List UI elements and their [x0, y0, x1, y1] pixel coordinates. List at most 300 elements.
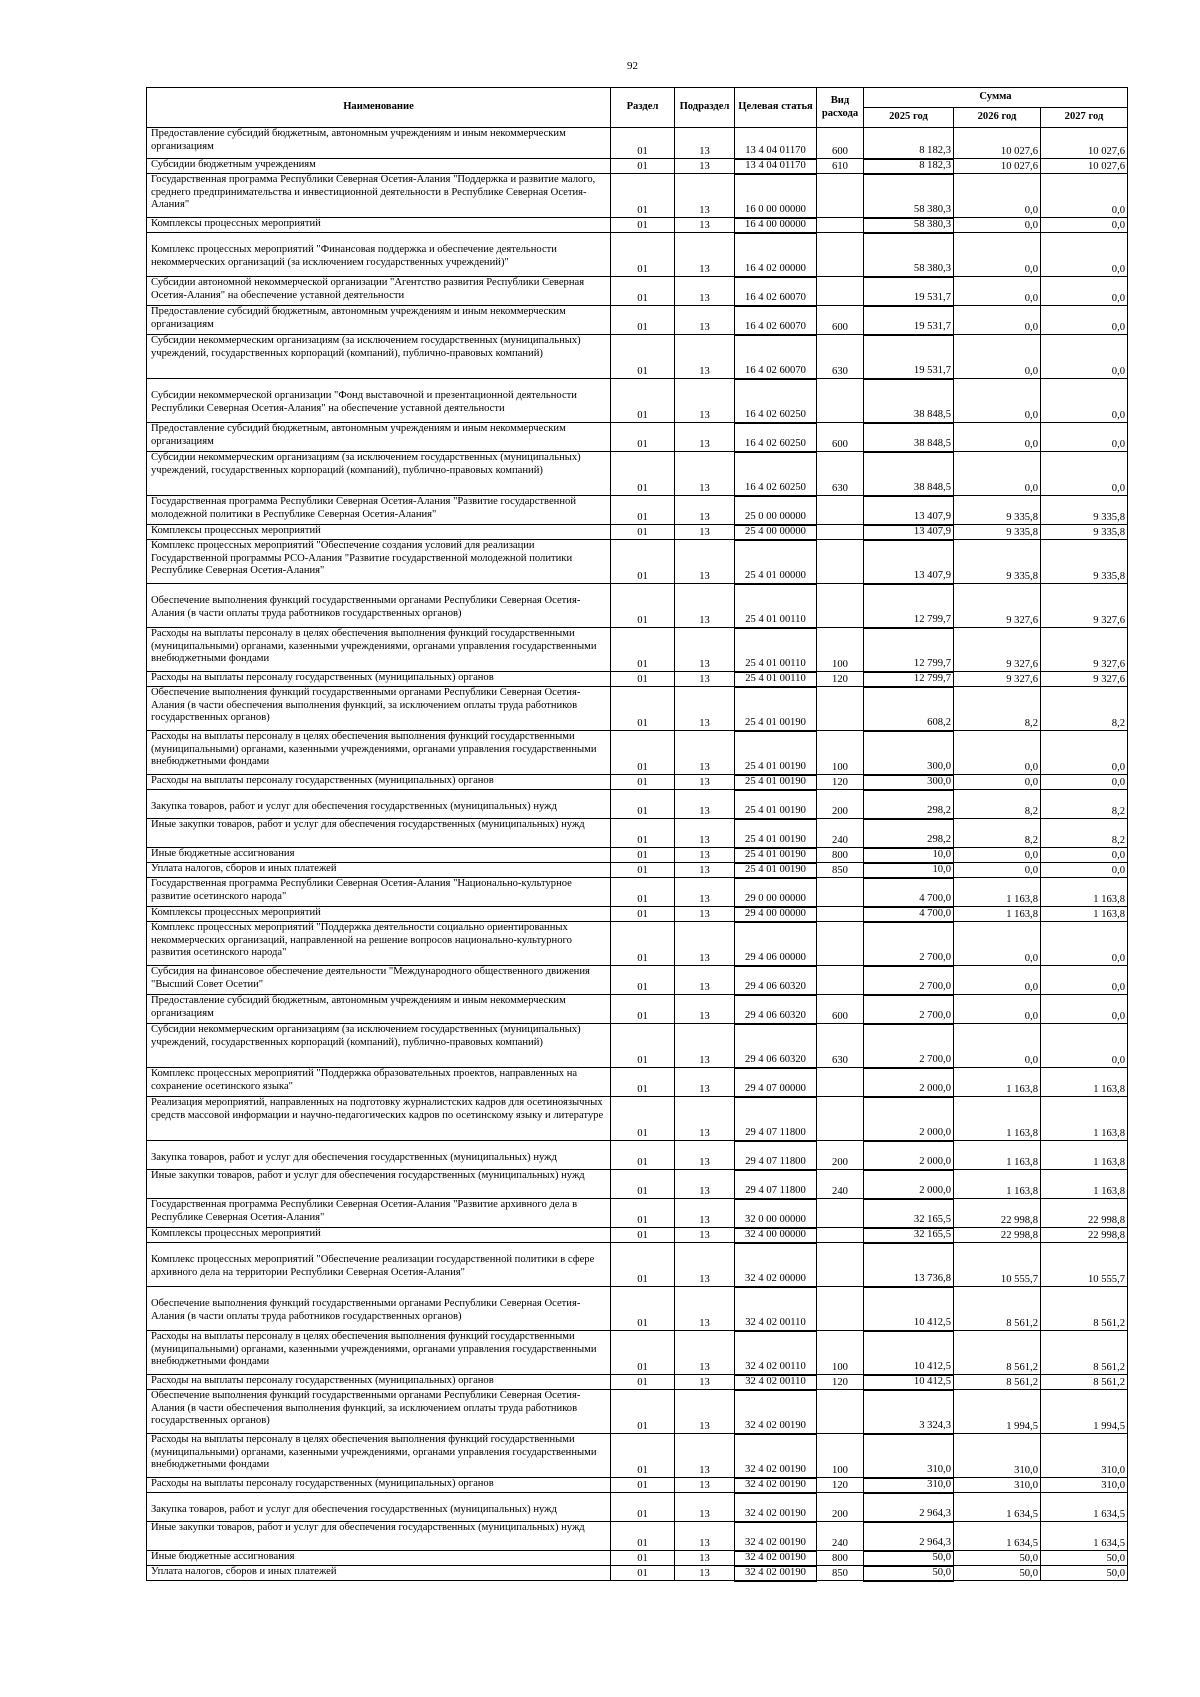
cell-target: 32 4 02 00190	[735, 1478, 817, 1493]
cell-sum-2025: 3 324,3	[864, 1390, 954, 1434]
cell-type: 800	[817, 848, 864, 863]
cell-subsection: 13	[675, 848, 735, 863]
cell-type	[817, 1390, 864, 1434]
cell-sum-2027: 0,0	[1041, 863, 1128, 878]
cell-target: 16 4 02 60070	[735, 306, 817, 335]
table-row	[147, 775, 1128, 790]
cell-sum-2026: 9 327,6	[954, 628, 1041, 672]
cell-type	[817, 277, 864, 306]
cell-name: Расходы на выплаты персоналу в целях обеспечения выполнения функций государственными (муниципальными) органами, казенными учреждениями, органами управления государственными внебюджетными фондами	[147, 628, 611, 672]
cell-type: 630	[817, 335, 864, 379]
cell-sum-2025: 2 000,0	[864, 1097, 954, 1141]
cell-subsection: 13	[675, 731, 735, 775]
header-year-2026: 2026 год	[954, 108, 1041, 128]
table-row	[147, 1522, 1128, 1551]
cell-sum-2025: 298,2	[864, 819, 954, 848]
cell-sum-2027: 8,2	[1041, 790, 1128, 819]
header-type: Вид расхода	[817, 88, 864, 128]
table-row	[147, 907, 1128, 922]
cell-name: Комплекс процессных мероприятий "Обеспечение создания условий для реализации Государственной программы РСО-Алания "Развитие государственной молодежной политики Республике Северная Осетия-Алания"	[147, 540, 611, 584]
cell-name: Государственная программа Республики Северная Осетия-Алания "Развитие архивного дела в Республике Северная Осетия-Алания"	[147, 1199, 611, 1228]
cell-name: Иные бюджетные ассигнования	[147, 1551, 611, 1566]
cell-name: Комплексы процессных мероприятий	[147, 525, 611, 540]
cell-target: 32 4 02 00190	[735, 1434, 817, 1478]
cell-name: Субсидия на финансовое обеспечение деятельности "Международного общественного движения "Высший Совет Осетии"	[147, 966, 611, 995]
cell-section: 01	[611, 1228, 675, 1243]
cell-type	[817, 525, 864, 540]
cell-subsection: 13	[675, 907, 735, 922]
cell-name: Обеспечение выполнения функций государственными органами Республики Северная Осетия-Алания (в части оплаты труда работников государственных органов)	[147, 584, 611, 628]
cell-sum-2025: 13 407,9	[864, 540, 954, 584]
cell-sum-2025: 19 531,7	[864, 306, 954, 335]
table-row	[147, 731, 1128, 775]
cell-sum-2026: 8 561,2	[954, 1287, 1041, 1331]
cell-type: 240	[817, 1170, 864, 1199]
cell-section: 01	[611, 1434, 675, 1478]
cell-sum-2025: 38 848,5	[864, 452, 954, 496]
cell-sum-2027: 50,0	[1041, 1566, 1128, 1581]
cell-section: 01	[611, 128, 675, 159]
cell-name: Расходы на выплаты персоналу государственных (муниципальных) органов	[147, 775, 611, 790]
table-row	[147, 790, 1128, 819]
table-row	[147, 922, 1128, 966]
cell-sum-2025: 2 700,0	[864, 966, 954, 995]
cell-target: 29 0 00 00000	[735, 878, 817, 907]
cell-sum-2026: 0,0	[954, 218, 1041, 233]
cell-sum-2025: 2 000,0	[864, 1068, 954, 1097]
cell-section: 01	[611, 233, 675, 277]
cell-name: Субсидии некоммерческим организациям (за исключением государственных (муниципальных) учреждений, государственных корпораций (компаний), публично-правовых компаний)	[147, 335, 611, 379]
cell-sum-2025: 310,0	[864, 1478, 954, 1493]
cell-target: 16 4 00 00000	[735, 218, 817, 233]
cell-sum-2026: 0,0	[954, 1024, 1041, 1068]
cell-target: 25 4 01 00190	[735, 775, 817, 790]
cell-type	[817, 1068, 864, 1097]
table-row	[147, 379, 1128, 423]
table-row	[147, 496, 1128, 525]
cell-subsection: 13	[675, 1522, 735, 1551]
header-target: Целевая статья	[735, 88, 817, 128]
cell-name: Комплексы процессных мероприятий	[147, 218, 611, 233]
header-year-2025: 2025 год	[864, 108, 954, 128]
cell-section: 01	[611, 306, 675, 335]
cell-type: 100	[817, 1331, 864, 1375]
cell-sum-2026: 50,0	[954, 1566, 1041, 1581]
cell-sum-2027: 0,0	[1041, 966, 1128, 995]
cell-sum-2026: 1 163,8	[954, 1097, 1041, 1141]
cell-target: 29 4 06 00000	[735, 922, 817, 966]
cell-name: Закупка товаров, работ и услуг для обеспечения государственных (муниципальных) нужд	[147, 1141, 611, 1170]
cell-name: Государственная программа Республики Северная Осетия-Алания "Национально-культурное развитие осетинского народа"	[147, 878, 611, 907]
cell-target: 16 4 02 60070	[735, 277, 817, 306]
cell-target: 29 4 07 00000	[735, 1068, 817, 1097]
cell-sum-2026: 9 335,8	[954, 525, 1041, 540]
cell-subsection: 13	[675, 496, 735, 525]
cell-target: 16 0 00 00000	[735, 174, 817, 218]
cell-section: 01	[611, 1170, 675, 1199]
table-row	[147, 1566, 1128, 1581]
cell-type	[817, 907, 864, 922]
cell-section: 01	[611, 496, 675, 525]
cell-subsection: 13	[675, 233, 735, 277]
cell-sum-2027: 0,0	[1041, 1024, 1128, 1068]
cell-subsection: 13	[675, 1287, 735, 1331]
cell-sum-2027: 9 335,8	[1041, 525, 1128, 540]
cell-sum-2025: 10 412,5	[864, 1375, 954, 1390]
cell-section: 01	[611, 277, 675, 306]
table-row	[147, 1331, 1128, 1375]
cell-target: 16 4 02 60250	[735, 452, 817, 496]
cell-section: 01	[611, 863, 675, 878]
table-row	[147, 540, 1128, 584]
table-row	[147, 966, 1128, 995]
cell-sum-2027: 8 561,2	[1041, 1287, 1128, 1331]
cell-target: 32 0 00 00000	[735, 1199, 817, 1228]
cell-sum-2027: 9 327,6	[1041, 628, 1128, 672]
cell-sum-2025: 10 412,5	[864, 1331, 954, 1375]
cell-type: 850	[817, 863, 864, 878]
cell-sum-2026: 9 335,8	[954, 496, 1041, 525]
cell-section: 01	[611, 922, 675, 966]
cell-name: Комплекс процессных мероприятий "Финансовая поддержка и обеспечение деятельности некоммерческих организаций (за исключением государственных учреждений)"	[147, 233, 611, 277]
cell-section: 01	[611, 790, 675, 819]
cell-type: 100	[817, 1434, 864, 1478]
cell-section: 01	[611, 1390, 675, 1434]
cell-target: 16 4 02 60070	[735, 335, 817, 379]
cell-target: 25 4 01 00110	[735, 672, 817, 687]
cell-name: Субсидии автономной некоммерческой организации "Агентство развития Республики Северная Осетия-Алания" на обеспечение уставной деятельности	[147, 277, 611, 306]
cell-sum-2026: 0,0	[954, 731, 1041, 775]
cell-sum-2026: 0,0	[954, 277, 1041, 306]
table-row	[147, 218, 1128, 233]
cell-sum-2027: 22 998,8	[1041, 1228, 1128, 1243]
header-sum: Сумма	[864, 88, 1128, 108]
cell-section: 01	[611, 878, 675, 907]
cell-section: 01	[611, 628, 675, 672]
cell-sum-2026: 1 994,5	[954, 1390, 1041, 1434]
cell-subsection: 13	[675, 1493, 735, 1522]
cell-target: 29 4 07 11800	[735, 1170, 817, 1199]
cell-subsection: 13	[675, 1199, 735, 1228]
cell-subsection: 13	[675, 1390, 735, 1434]
cell-subsection: 13	[675, 1331, 735, 1375]
cell-sum-2025: 19 531,7	[864, 335, 954, 379]
cell-name: Комплексы процессных мероприятий	[147, 1228, 611, 1243]
budget-table	[146, 87, 1128, 1582]
cell-subsection: 13	[675, 628, 735, 672]
cell-target: 25 4 01 00110	[735, 584, 817, 628]
cell-section: 01	[611, 1478, 675, 1493]
cell-section: 01	[611, 159, 675, 174]
cell-subsection: 13	[675, 277, 735, 306]
cell-sum-2027: 9 327,6	[1041, 672, 1128, 687]
cell-sum-2026: 0,0	[954, 922, 1041, 966]
cell-sum-2026: 0,0	[954, 452, 1041, 496]
cell-sum-2025: 13 407,9	[864, 525, 954, 540]
cell-subsection: 13	[675, 1478, 735, 1493]
table-row	[147, 687, 1128, 731]
cell-sum-2027: 8 561,2	[1041, 1375, 1128, 1390]
cell-section: 01	[611, 1199, 675, 1228]
cell-type: 850	[817, 1566, 864, 1581]
cell-section: 01	[611, 1375, 675, 1390]
cell-type	[817, 233, 864, 277]
table-row	[147, 995, 1128, 1024]
cell-name: Предоставление субсидий бюджетным, автономным учреждениям и иным некоммерческим организациям	[147, 306, 611, 335]
cell-sum-2026: 0,0	[954, 848, 1041, 863]
cell-sum-2025: 8 182,3	[864, 128, 954, 159]
cell-target: 29 4 07 11800	[735, 1097, 817, 1141]
cell-subsection: 13	[675, 672, 735, 687]
cell-sum-2025: 38 848,5	[864, 379, 954, 423]
table-row	[147, 1068, 1128, 1097]
cell-sum-2025: 58 380,3	[864, 233, 954, 277]
cell-target: 32 4 02 00110	[735, 1331, 817, 1375]
cell-type: 240	[817, 819, 864, 848]
cell-subsection: 13	[675, 1170, 735, 1199]
cell-target: 16 4 02 00000	[735, 233, 817, 277]
cell-type: 630	[817, 1024, 864, 1068]
cell-sum-2025: 50,0	[864, 1566, 954, 1581]
cell-sum-2027: 22 998,8	[1041, 1199, 1128, 1228]
cell-subsection: 13	[675, 452, 735, 496]
table-row	[147, 878, 1128, 907]
cell-type	[817, 174, 864, 218]
header-section: Раздел	[611, 88, 675, 128]
cell-sum-2026: 8,2	[954, 687, 1041, 731]
table-row	[147, 1434, 1128, 1478]
cell-target: 25 4 01 00190	[735, 731, 817, 775]
table-row	[147, 848, 1128, 863]
cell-type	[817, 878, 864, 907]
table-row	[147, 1478, 1128, 1493]
cell-subsection: 13	[675, 1068, 735, 1097]
table-row	[147, 1551, 1128, 1566]
cell-name: Обеспечение выполнения функций государственными органами Республики Северная Осетия-Алания (в части обеспечения выполнения функций, за исключением оплаты труда работников государственных органов)	[147, 687, 611, 731]
cell-type: 120	[817, 775, 864, 790]
cell-sum-2027: 50,0	[1041, 1551, 1128, 1566]
cell-sum-2025: 310,0	[864, 1434, 954, 1478]
cell-name: Субсидии некоммерческим организациям (за исключением государственных (муниципальных) учреждений, государственных корпораций (компаний), публично-правовых компаний)	[147, 1024, 611, 1068]
cell-type: 100	[817, 628, 864, 672]
cell-name: Расходы на выплаты персоналу в целях обеспечения выполнения функций государственными (муниципальными) органами, казенными учреждениями, органами управления государственными внебюджетными фондами	[147, 1434, 611, 1478]
cell-name: Субсидии бюджетным учреждениям	[147, 159, 611, 174]
cell-sum-2027: 0,0	[1041, 423, 1128, 452]
cell-type: 240	[817, 1522, 864, 1551]
table-row	[147, 1287, 1128, 1331]
cell-sum-2025: 12 799,7	[864, 672, 954, 687]
cell-subsection: 13	[675, 128, 735, 159]
cell-subsection: 13	[675, 159, 735, 174]
cell-target: 32 4 02 00190	[735, 1493, 817, 1522]
cell-subsection: 13	[675, 1566, 735, 1581]
cell-sum-2027: 310,0	[1041, 1478, 1128, 1493]
table-row	[147, 233, 1128, 277]
cell-target: 32 4 00 00000	[735, 1228, 817, 1243]
cell-sum-2025: 10,0	[864, 848, 954, 863]
cell-target: 25 0 00 00000	[735, 496, 817, 525]
cell-type	[817, 966, 864, 995]
cell-type	[817, 687, 864, 731]
table-row	[147, 863, 1128, 878]
cell-subsection: 13	[675, 878, 735, 907]
cell-sum-2027: 0,0	[1041, 731, 1128, 775]
cell-target: 25 4 01 00190	[735, 687, 817, 731]
cell-sum-2027: 1 634,5	[1041, 1522, 1128, 1551]
cell-name: Расходы на выплаты персоналу в целях обеспечения выполнения функций государственными (муниципальными) органами, казенными учреждениями, органами управления государственными внебюджетными фондами	[147, 1331, 611, 1375]
cell-sum-2027: 0,0	[1041, 379, 1128, 423]
cell-sum-2026: 10 027,6	[954, 159, 1041, 174]
cell-sum-2027: 9 327,6	[1041, 584, 1128, 628]
cell-sum-2027: 0,0	[1041, 922, 1128, 966]
cell-type	[817, 1228, 864, 1243]
cell-sum-2025: 2 000,0	[864, 1170, 954, 1199]
cell-type	[817, 1287, 864, 1331]
cell-sum-2025: 4 700,0	[864, 907, 954, 922]
cell-name: Иные бюджетные ассигнования	[147, 848, 611, 863]
cell-subsection: 13	[675, 379, 735, 423]
table-row	[147, 525, 1128, 540]
cell-name: Иные закупки товаров, работ и услуг для обеспечения государственных (муниципальных) нужд	[147, 1170, 611, 1199]
cell-section: 01	[611, 335, 675, 379]
cell-type	[817, 496, 864, 525]
table-row	[147, 1243, 1128, 1287]
table-row	[147, 1228, 1128, 1243]
cell-section: 01	[611, 1522, 675, 1551]
header-subsection: Подраздел	[675, 88, 735, 128]
cell-sum-2025: 32 165,5	[864, 1228, 954, 1243]
cell-target: 25 4 01 00190	[735, 819, 817, 848]
cell-subsection: 13	[675, 775, 735, 790]
header-name: Наименование	[147, 88, 611, 128]
cell-name: Комплекс процессных мероприятий "Поддержка образовательных проектов, направленных на сохранение осетинского языка"	[147, 1068, 611, 1097]
cell-section: 01	[611, 452, 675, 496]
cell-sum-2025: 608,2	[864, 687, 954, 731]
cell-sum-2026: 0,0	[954, 306, 1041, 335]
cell-sum-2027: 1 163,8	[1041, 1170, 1128, 1199]
cell-section: 01	[611, 731, 675, 775]
cell-section: 01	[611, 1331, 675, 1375]
cell-type: 600	[817, 995, 864, 1024]
cell-sum-2026: 1 163,8	[954, 878, 1041, 907]
cell-section: 01	[611, 379, 675, 423]
cell-target: 16 4 02 60250	[735, 379, 817, 423]
cell-target: 32 4 02 00190	[735, 1522, 817, 1551]
cell-sum-2025: 13 407,9	[864, 496, 954, 525]
cell-sum-2026: 0,0	[954, 966, 1041, 995]
cell-sum-2026: 8 561,2	[954, 1331, 1041, 1375]
table-row	[147, 1375, 1128, 1390]
cell-sum-2027: 8,2	[1041, 819, 1128, 848]
cell-sum-2027: 0,0	[1041, 995, 1128, 1024]
cell-sum-2025: 300,0	[864, 731, 954, 775]
cell-sum-2027: 1 163,8	[1041, 1141, 1128, 1170]
cell-name: Закупка товаров, работ и услуг для обеспечения государственных (муниципальных) нужд	[147, 1493, 611, 1522]
cell-target: 29 4 07 11800	[735, 1141, 817, 1170]
cell-type: 200	[817, 1493, 864, 1522]
cell-type: 120	[817, 1478, 864, 1493]
cell-target: 32 4 02 00110	[735, 1375, 817, 1390]
cell-name: Реализация мероприятий, направленных на подготовку журналистских кадров для осетиноязычных средств массовой информации и научно-педагогических кадров по осетинскому языку и литературе	[147, 1097, 611, 1141]
cell-sum-2025: 2 964,3	[864, 1522, 954, 1551]
cell-target: 13 4 04 01170	[735, 159, 817, 174]
cell-name: Уплата налогов, сборов и иных платежей	[147, 863, 611, 878]
cell-type: 800	[817, 1551, 864, 1566]
cell-subsection: 13	[675, 1551, 735, 1566]
cell-subsection: 13	[675, 1024, 735, 1068]
cell-section: 01	[611, 1068, 675, 1097]
cell-sum-2027: 0,0	[1041, 174, 1128, 218]
cell-section: 01	[611, 584, 675, 628]
cell-sum-2026: 22 998,8	[954, 1199, 1041, 1228]
cell-sum-2027: 0,0	[1041, 452, 1128, 496]
cell-sum-2026: 1 163,8	[954, 907, 1041, 922]
cell-name: Комплекс процессных мероприятий "Обеспечение реализации государственной политики в сфере архивного дела на территории Республики Северная Осетия-Алания"	[147, 1243, 611, 1287]
table-row	[147, 1493, 1128, 1522]
cell-target: 25 4 01 00000	[735, 540, 817, 584]
cell-sum-2026: 8,2	[954, 790, 1041, 819]
cell-sum-2027: 8,2	[1041, 687, 1128, 731]
cell-sum-2025: 300,0	[864, 775, 954, 790]
cell-sum-2027: 10 027,6	[1041, 128, 1128, 159]
cell-target: 29 4 06 60320	[735, 995, 817, 1024]
table-row	[147, 306, 1128, 335]
cell-sum-2025: 58 380,3	[864, 218, 954, 233]
cell-subsection: 13	[675, 819, 735, 848]
cell-name: Обеспечение выполнения функций государственными органами Республики Северная Осетия-Алания (в части обеспечения выполнения функций, за исключением оплаты труда работников государственных органов)	[147, 1390, 611, 1434]
header-row-1	[147, 88, 1128, 108]
cell-section: 01	[611, 966, 675, 995]
cell-sum-2025: 2 964,3	[864, 1493, 954, 1522]
cell-section: 01	[611, 1024, 675, 1068]
cell-sum-2027: 1 163,8	[1041, 1097, 1128, 1141]
cell-subsection: 13	[675, 423, 735, 452]
cell-target: 32 4 02 00190	[735, 1390, 817, 1434]
cell-sum-2027: 10 027,6	[1041, 159, 1128, 174]
table-row	[147, 423, 1128, 452]
cell-sum-2027: 310,0	[1041, 1434, 1128, 1478]
cell-section: 01	[611, 819, 675, 848]
cell-target: 29 4 06 60320	[735, 966, 817, 995]
cell-sum-2027: 1 994,5	[1041, 1390, 1128, 1434]
cell-name: Комплекс процессных мероприятий "Поддержка деятельности социально ориентированных некоммерческих организаций, направленной на решение вопросов национально-культурного развития осетинского народа"	[147, 922, 611, 966]
cell-target: 25 4 01 00190	[735, 848, 817, 863]
cell-name: Предоставление субсидий бюджетным, автономным учреждениям и иным некоммерческим организациям	[147, 128, 611, 159]
cell-type	[817, 1199, 864, 1228]
cell-sum-2027: 9 335,8	[1041, 540, 1128, 584]
cell-sum-2025: 58 380,3	[864, 174, 954, 218]
cell-sum-2027: 1 163,8	[1041, 1068, 1128, 1097]
cell-type: 100	[817, 731, 864, 775]
cell-section: 01	[611, 1287, 675, 1331]
cell-name: Закупка товаров, работ и услуг для обеспечения государственных (муниципальных) нужд	[147, 790, 611, 819]
cell-sum-2026: 1 163,8	[954, 1068, 1041, 1097]
cell-sum-2025: 2 700,0	[864, 1024, 954, 1068]
table-row	[147, 1199, 1128, 1228]
cell-section: 01	[611, 995, 675, 1024]
cell-type: 600	[817, 306, 864, 335]
cell-sum-2027: 0,0	[1041, 306, 1128, 335]
cell-sum-2026: 8 561,2	[954, 1375, 1041, 1390]
cell-sum-2025: 2 000,0	[864, 1141, 954, 1170]
table-row	[147, 1097, 1128, 1141]
cell-sum-2027: 8 561,2	[1041, 1331, 1128, 1375]
cell-sum-2025: 50,0	[864, 1551, 954, 1566]
table-row	[147, 159, 1128, 174]
cell-section: 01	[611, 540, 675, 584]
cell-type	[817, 218, 864, 233]
cell-name: Государственная программа Республики Северная Осетия-Алания "Поддержка и развитие малого, среднего предпринимательства и инвестиционной деятельности в Республике Северная Осетия-Алания"	[147, 174, 611, 218]
